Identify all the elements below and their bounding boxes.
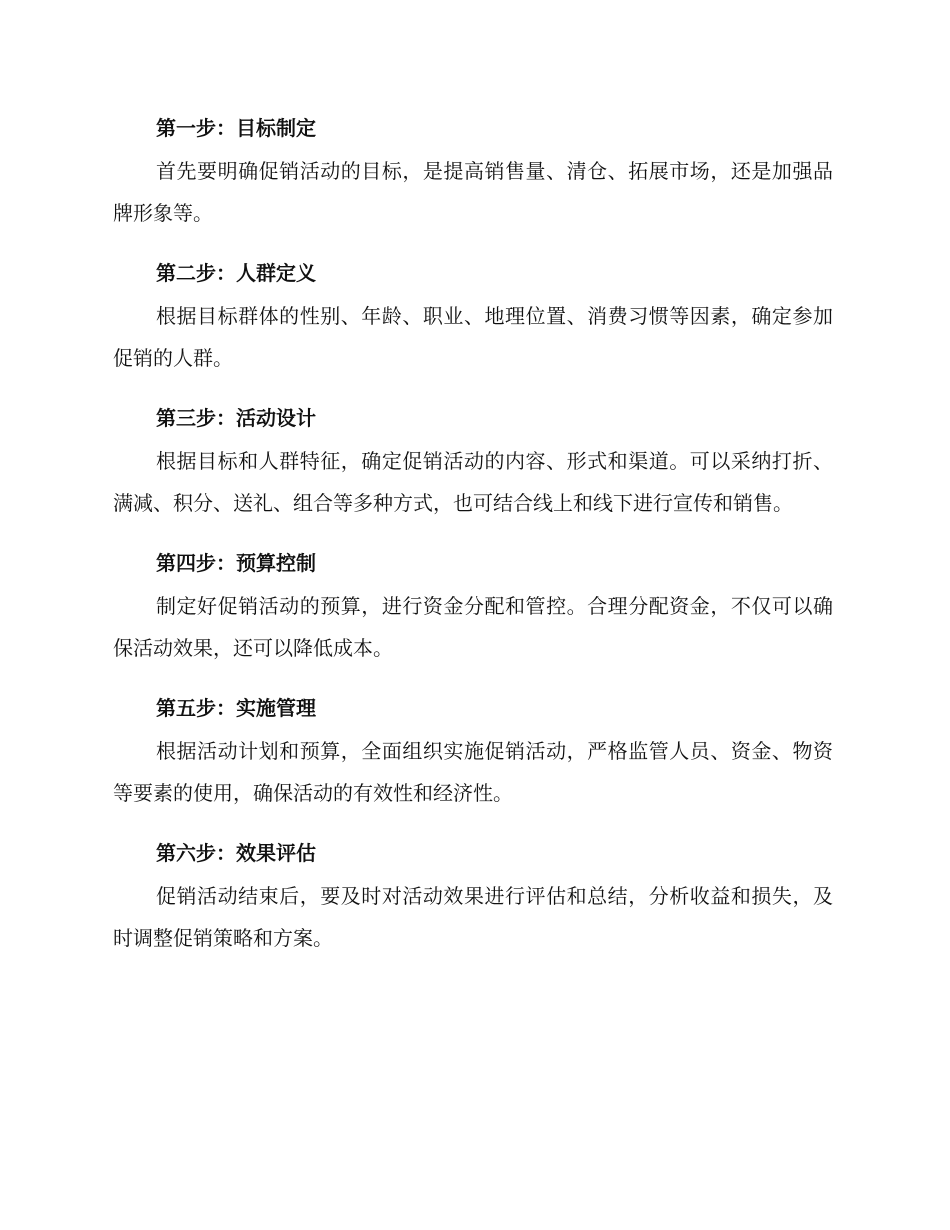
step-paragraph: 根据活动计划和预算，全面组织实施促销活动，严格监管人员、资金、物资等要素的使用，确保活动的有效性和经济性。 (113, 739, 833, 805)
step-paragraph: 首先要明确促销活动的目标，是提高销售量、清仓、拓展市场，还是加强品牌形象等。 (113, 159, 833, 225)
step-section (113, 396, 833, 524)
step-section (113, 106, 833, 234)
step-heading: 第三步：活动设计 (156, 406, 316, 430)
step-section (113, 831, 833, 959)
step-section (113, 686, 833, 814)
step-section (113, 251, 833, 379)
step-paragraph: 根据目标群体的性别、年龄、职业、地理位置、消费习惯等因素，确定参加促销的人群。 (113, 304, 833, 370)
step-heading: 第四步：预算控制 (156, 551, 316, 575)
document-content (113, 106, 833, 976)
step-heading: 第一步：目标制定 (156, 116, 316, 140)
step-paragraph: 制定好促销活动的预算，进行资金分配和管控。合理分配资金，不仅可以确保活动效果，还可以降低成本。 (113, 594, 833, 660)
step-heading: 第五步：实施管理 (156, 696, 316, 720)
step-paragraph: 根据目标和人群特征，确定促销活动的内容、形式和渠道。可以采纳打折、满减、积分、送礼、组合等多种方式，也可结合线上和线下进行宣传和销售。 (113, 449, 833, 515)
step-section (113, 541, 833, 669)
step-heading: 第六步：效果评估 (156, 841, 316, 865)
step-paragraph: 促销活动结束后，要及时对活动效果进行评估和总结，分析收益和损失，及时调整促销策略和方案。 (113, 884, 833, 950)
step-heading: 第二步：人群定义 (156, 261, 316, 285)
